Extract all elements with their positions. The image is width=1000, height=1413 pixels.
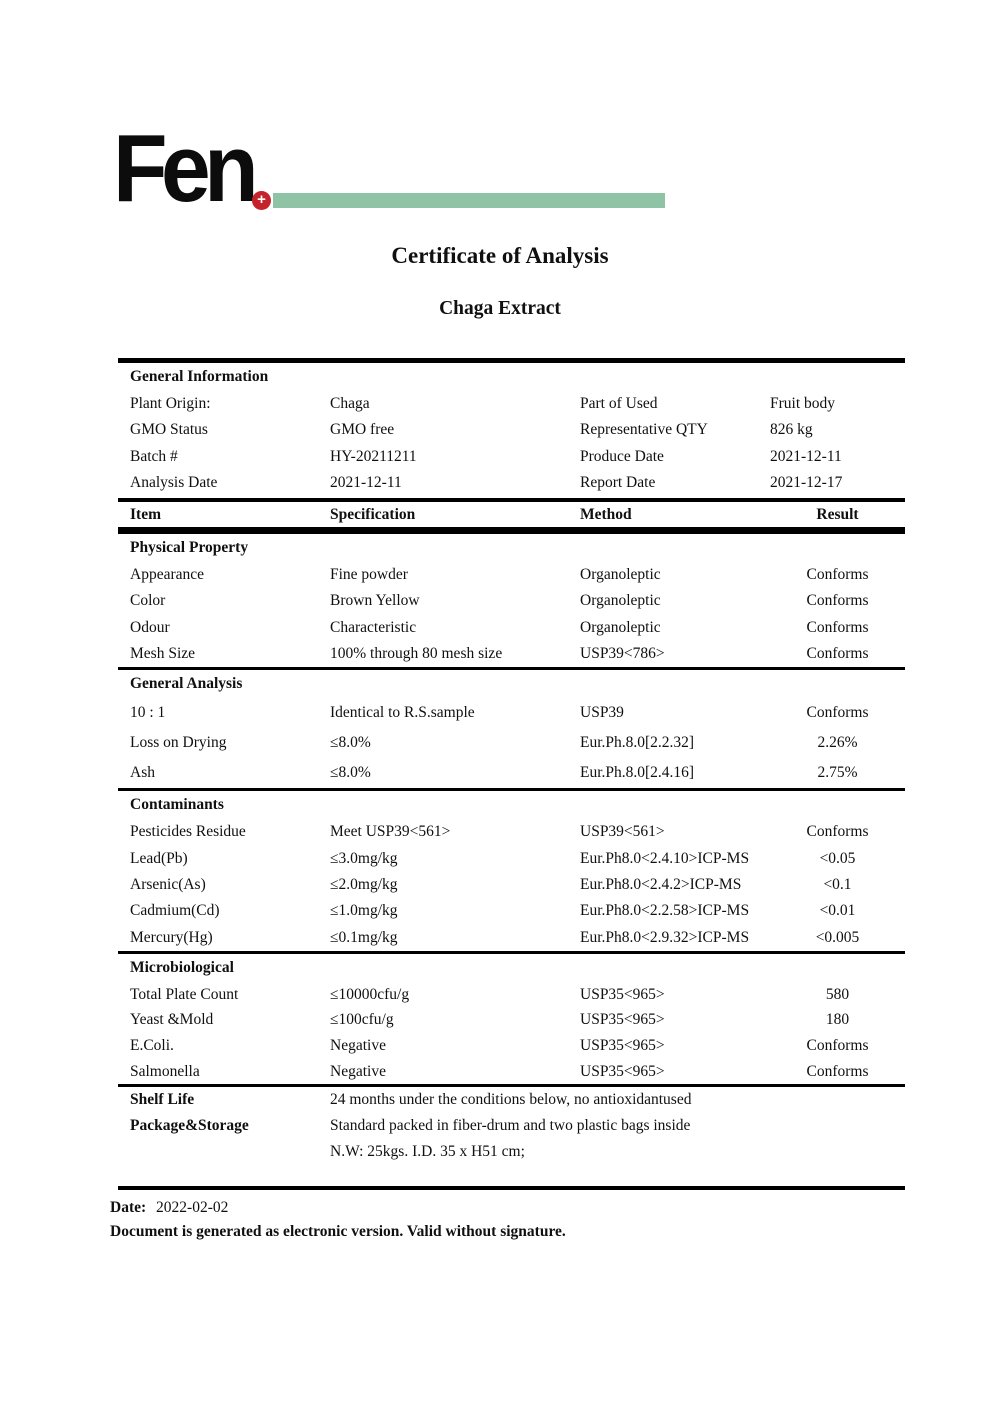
info-value: 826 kg: [770, 421, 813, 439]
logo-accent-bar: [273, 193, 665, 208]
cell-item: Lead(Pb): [130, 849, 188, 867]
section-heading: Physical Property: [130, 539, 249, 557]
table-row: [118, 1033, 905, 1059]
cell-item: Mercury(Hg): [130, 928, 213, 946]
cell-result: <0.05: [819, 849, 856, 867]
cell-method: Organoleptic: [580, 618, 661, 636]
table-section: [118, 788, 905, 950]
cell-specification: ≤0.1mg/kg: [330, 928, 398, 946]
footer-note: Document is generated as electronic version. Valid without signature.: [110, 1223, 566, 1240]
cell-item: Cadmium(Cd): [130, 902, 220, 920]
section-heading: Microbiological: [130, 958, 234, 976]
general-information-rows: [118, 391, 905, 496]
general-information-row: [118, 470, 905, 496]
table-row: [118, 1059, 905, 1085]
cell-method: Eur.Ph.8.0[2.2.32]: [580, 734, 695, 752]
storage-label: Shelf Life: [130, 1091, 195, 1109]
table-row: [118, 925, 905, 951]
cell-specification: 100% through 80 mesh size: [330, 645, 503, 663]
table-row: [118, 819, 905, 845]
info-label: Produce Date: [580, 447, 664, 465]
cell-specification: ≤3.0mg/kg: [330, 849, 398, 867]
general-information-row: [118, 391, 905, 417]
footer: [110, 1196, 566, 1244]
cell-specification: ≤2.0mg/kg: [330, 875, 398, 893]
info-value: GMO free: [330, 421, 395, 439]
cell-result: <0.1: [823, 875, 852, 893]
storage-text: Standard packed in fiber-drum and two plastic bags inside: [330, 1117, 691, 1135]
table-row: [118, 641, 905, 667]
cell-item: E.Coli.: [130, 1037, 174, 1055]
cell-result: Conforms: [806, 823, 869, 841]
cell-method: USP39<561>: [580, 823, 665, 841]
cell-specification: ≤1.0mg/kg: [330, 902, 398, 920]
storage-text: N.W: 25kgs. I.D. 35 x H51 cm;: [330, 1143, 525, 1161]
cell-result: 580: [825, 985, 850, 1003]
cell-specification: ≤8.0%: [330, 764, 371, 782]
table-row: [118, 872, 905, 898]
cell-result: 2.75%: [817, 764, 858, 782]
cell-item: 10 : 1: [130, 704, 166, 722]
table-row: [118, 588, 905, 614]
info-value: 2021-12-17: [770, 473, 843, 491]
cell-method: Eur.Ph8.0<2.2.58>ICP-MS: [580, 902, 750, 920]
storage-row: [118, 1139, 905, 1165]
info-value: 2021-12-11: [770, 447, 842, 465]
storage-label: Package&Storage: [130, 1117, 249, 1135]
storage-label: [130, 1139, 330, 1165]
table-row: [118, 898, 905, 924]
logo-text: Fen: [113, 115, 253, 222]
cell-specification: Characteristic: [330, 618, 417, 636]
storage-text: 24 months under the conditions below, no antioxidantused: [330, 1091, 692, 1109]
cell-specification: Fine powder: [330, 566, 408, 584]
cell-item: Total Plate Count: [130, 985, 239, 1003]
cell-item: Mesh Size: [130, 645, 196, 663]
storage-row: [118, 1087, 905, 1113]
table-sections: [118, 531, 905, 1084]
table-row: [118, 615, 905, 641]
info-label: Representative QTY: [580, 421, 708, 439]
footer-date-value: 2022-02-02: [156, 1199, 229, 1216]
coa-table: [118, 358, 905, 1190]
cell-item: Pesticides Residue: [130, 823, 246, 841]
table-row: [118, 562, 905, 588]
document-title: Certificate of Analysis: [391, 243, 609, 268]
cell-method: USP35<965>: [580, 1062, 665, 1080]
table-row: [118, 698, 905, 728]
info-label: Report Date: [580, 473, 656, 491]
cell-result: 180: [825, 1011, 850, 1029]
section-heading: General Analysis: [130, 675, 243, 693]
cell-method: USP39: [580, 704, 624, 722]
cell-method: Eur.Ph8.0<2.4.2>ICP-MS: [580, 875, 742, 893]
storage-section: [118, 1084, 905, 1190]
column-header-method: Method: [580, 506, 632, 524]
cell-specification: ≤10000cfu/g: [330, 985, 410, 1003]
cell-specification: ≤100cfu/g: [330, 1011, 394, 1029]
cell-specification: ≤8.0%: [330, 734, 371, 752]
cell-item: Appearance: [130, 566, 205, 584]
column-header-specification: Specification: [330, 506, 416, 524]
table-section: [118, 667, 905, 788]
cell-method: Organoleptic: [580, 592, 661, 610]
cell-result: 2.26%: [817, 734, 858, 752]
plus-badge-icon: [252, 191, 271, 210]
general-information-section: [118, 363, 905, 496]
cell-item: Odour: [130, 618, 170, 636]
cell-item: Ash: [130, 764, 155, 782]
cell-result: Conforms: [806, 1062, 869, 1080]
table-section: [118, 951, 905, 1084]
info-label: Batch #: [130, 447, 178, 465]
cell-specification: Negative: [330, 1062, 386, 1080]
info-value: Chaga: [330, 395, 370, 412]
general-information-row: [118, 417, 905, 443]
table-row: [118, 846, 905, 872]
info-value: Fruit body: [770, 395, 836, 412]
table-row: [118, 1007, 905, 1033]
section-heading-general-information: General Information: [130, 368, 269, 385]
storage-row: [118, 1113, 905, 1139]
footer-date-label: Date:: [110, 1199, 147, 1216]
column-header-item: Item: [130, 506, 161, 524]
cell-item: Yeast &Mold: [130, 1011, 214, 1029]
table-row: [118, 728, 905, 758]
cell-item: Color: [130, 592, 166, 610]
cell-method: Eur.Ph8.0<2.9.32>ICP-MS: [580, 928, 750, 946]
cell-result: Conforms: [806, 618, 869, 636]
cell-specification: Identical to R.S.sample: [330, 704, 475, 722]
cell-result: Conforms: [806, 566, 869, 584]
cell-item: Salmonella: [130, 1062, 200, 1080]
column-header-result: Result: [816, 506, 859, 524]
cell-specification: Meet USP39<561>: [330, 823, 451, 841]
cell-result: <0.01: [819, 902, 856, 920]
info-label: Plant Origin:: [130, 395, 211, 412]
table-header-row: [118, 498, 905, 531]
cell-result: <0.005: [815, 928, 860, 946]
general-information-row: [118, 444, 905, 470]
cell-method: Eur.Ph.8.0[2.4.16]: [580, 764, 695, 782]
info-label: Analysis Date: [130, 473, 218, 491]
cell-specification: Brown Yellow: [330, 592, 420, 610]
cell-result: Conforms: [806, 592, 869, 610]
cell-method: Organoleptic: [580, 566, 661, 584]
cell-method: USP35<965>: [580, 1011, 665, 1029]
cell-method: USP35<965>: [580, 985, 665, 1003]
info-value: 2021-12-11: [330, 473, 402, 491]
table-section: [118, 531, 905, 667]
cell-result: Conforms: [806, 645, 869, 663]
cell-result: Conforms: [806, 1037, 869, 1055]
section-heading: Contaminants: [130, 796, 224, 814]
cell-result: Conforms: [806, 704, 869, 722]
product-name: Chaga Extract: [439, 298, 561, 319]
cell-method: Eur.Ph8.0<2.4.10>ICP-MS: [580, 849, 750, 867]
info-value: HY-20211211: [330, 447, 417, 465]
footer-date-line: [110, 1196, 566, 1220]
cell-item: Arsenic(As): [130, 875, 206, 893]
cell-item: Loss on Drying: [130, 734, 227, 752]
table-row: [118, 982, 905, 1008]
info-label: Part of Used: [580, 395, 658, 412]
cell-specification: Negative: [330, 1037, 386, 1055]
info-label: GMO Status: [130, 421, 208, 439]
table-row: [118, 758, 905, 788]
cell-method: USP35<965>: [580, 1037, 665, 1055]
cell-method: USP39<786>: [580, 645, 665, 663]
